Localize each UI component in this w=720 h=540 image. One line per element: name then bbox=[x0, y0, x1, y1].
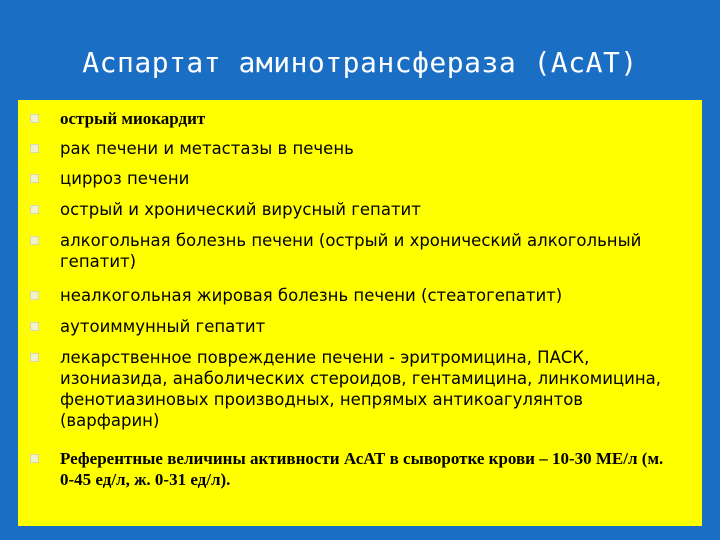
list-item-text: алкогольная болезнь печени (острый и хронический алкогольный гепатит) bbox=[60, 231, 642, 271]
square-bullet-icon bbox=[30, 454, 39, 463]
list-item bbox=[18, 230, 678, 272]
list-item bbox=[18, 448, 678, 490]
list-item bbox=[18, 347, 678, 431]
list-item bbox=[18, 199, 678, 220]
list-item-text: острый миокардит bbox=[60, 109, 206, 128]
square-bullet-icon bbox=[30, 144, 39, 153]
square-bullet-icon bbox=[30, 114, 39, 123]
list-item-text: рак печени и метастазы в печень bbox=[60, 139, 354, 158]
list-item-text: острый и хронический вирусный гепатит bbox=[60, 200, 421, 219]
list-item bbox=[18, 168, 678, 189]
square-bullet-icon bbox=[30, 205, 39, 214]
square-bullet-icon bbox=[30, 174, 39, 183]
list-item-text: лекарственное повреждение печени - эритромицина, ПАСК, изониазида, анаболических стероидов, гентамицина, линкомицина, фенотиазиновых производных, непрямых антикоагулянтов (варфарин) bbox=[60, 348, 662, 430]
square-bullet-icon bbox=[30, 353, 39, 362]
square-bullet-icon bbox=[30, 322, 39, 331]
list-item bbox=[18, 108, 678, 129]
reference-values-text: Референтные величины активности АсАТ в сыворотке крови – 10-30 МЕ/л (м. 0-45 ед/л, ж. 0-31 ед/л). bbox=[60, 449, 664, 489]
content-box bbox=[18, 100, 702, 526]
list-item bbox=[18, 138, 678, 159]
list-item bbox=[18, 316, 678, 337]
list-item bbox=[18, 285, 678, 306]
square-bullet-icon bbox=[30, 291, 39, 300]
list-item-text: цирроз печени bbox=[60, 169, 190, 188]
list-item-text: неалкогольная жировая болезнь печени (стеатогепатит) bbox=[60, 286, 563, 305]
square-bullet-icon bbox=[30, 236, 39, 245]
slide-title: Аспартат аминотрансфераза (АсАТ) bbox=[82, 46, 638, 79]
list-item-text: аутоиммунный гепатит bbox=[60, 317, 266, 336]
